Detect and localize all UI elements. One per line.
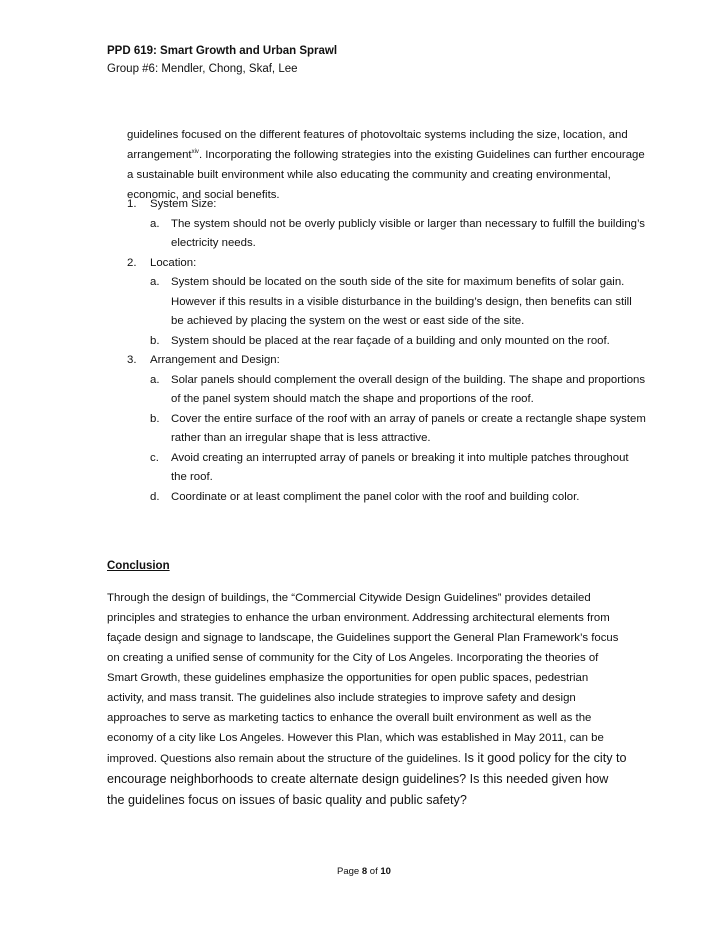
page-number: 8 <box>361 866 368 877</box>
sub-item <box>150 371 647 410</box>
sub-item <box>150 332 647 352</box>
intro-text-part2: . Incorporating the following strategies into the existing Guidelines can further encourage a sustainable built environment while also educating the community and creating environmental, economic, and social benefits. <box>127 149 645 201</box>
sub-letter: a. <box>150 217 160 230</box>
list-number: 3. <box>127 354 137 366</box>
list-item <box>127 351 647 371</box>
sub-letter: d. <box>150 490 160 503</box>
conclusion-body: Through the design of buildings, the “Commercial Citywide Design Guidelines” provides detailed principles and strategies to enhance the urban environment. Addressing architectural elements from façade design and signage to landscape, the Guidelines support the General Plan Framework’s focus on creating a unified sense of community for the City of Los Angeles. Incorporating the theories of Smart Growth, these guidelines emphasize the opportunities for open public spaces, pedestrian activity, and mass transit. The guidelines also include strategies to improve safety and design approaches to serve as marketing tactics to enhance the overall built environment as well as the economy of a city like Los Angeles. However this Plan, which was established in May 2011, can be improved. Questions also remain about the structure of the guidelines. <box>107 592 619 765</box>
sub-letter: b. <box>150 334 160 347</box>
sub-item <box>150 273 647 332</box>
sub-letter: b. <box>150 412 160 425</box>
page-total: 10 <box>380 866 391 877</box>
sub-text: The system should not be overly publicly visible or larger than necessary to fulfill the building’s electricity needs. <box>171 217 646 249</box>
conclusion-questions: Is it good policy for the city to encourage neighborhoods to create alternate design guidelines? Is this needed given how the guidelines focus on issues of basic quality and public safety? <box>107 751 627 807</box>
sub-letter: a. <box>150 276 160 288</box>
sub-item <box>150 410 647 449</box>
group-members: Group #6: Mendler, Chong, Skaf, Lee <box>107 63 298 75</box>
list-title: System Size: <box>150 198 217 210</box>
intro-text-part1: guidelines focused on the different features of photovoltaic systems including the size, location, and arrangement <box>127 129 628 161</box>
sub-text: System should be placed at the rear façade of a building and only mounted on the roof. <box>171 334 610 347</box>
sub-letter: a. <box>150 373 160 386</box>
conclusion-paragraph <box>107 588 627 811</box>
strategy-list <box>127 195 647 507</box>
page-label: Page <box>337 866 360 877</box>
footnote-reference: xiv <box>191 149 199 156</box>
sub-text: System should be located on the south side of the site for maximum benefits of solar gain. However if this results in a visible disturbance in the building’s design, then benefits can still be achieved by placing the system on the west or east side of the site. <box>171 276 632 327</box>
of-label: of <box>369 866 378 877</box>
list-item <box>127 195 647 215</box>
course-title: PPD 619: Smart Growth and Urban Sprawl <box>107 45 338 57</box>
intro-paragraph <box>127 125 647 205</box>
sub-text: Cover the entire surface of the roof with an array of panels or create a rectangle shape system rather than an irregular shape that is less attractive. <box>171 412 646 444</box>
sub-text: Coordinate or at least compliment the panel color with the roof and building color. <box>171 490 580 503</box>
sub-item <box>150 488 647 508</box>
list-title: Location: <box>150 256 197 269</box>
list-number: 2. <box>127 256 137 269</box>
sub-letter: c. <box>150 451 159 464</box>
list-item <box>127 254 647 274</box>
page-footer <box>0 866 728 877</box>
document-header <box>107 42 337 78</box>
sub-item <box>150 215 647 254</box>
list-number: 1. <box>127 198 137 210</box>
sub-item <box>150 449 647 488</box>
section-heading-conclusion: Conclusion <box>107 560 170 572</box>
list-title: Arrangement and Design: <box>150 354 280 366</box>
sub-text: Avoid creating an interrupted array of panels or breaking it into multiple patches throughout the roof. <box>171 451 629 483</box>
sub-text: Solar panels should complement the overall design of the building. The shape and proportions of the panel system should match the shape and proportions of the roof. <box>171 373 646 405</box>
